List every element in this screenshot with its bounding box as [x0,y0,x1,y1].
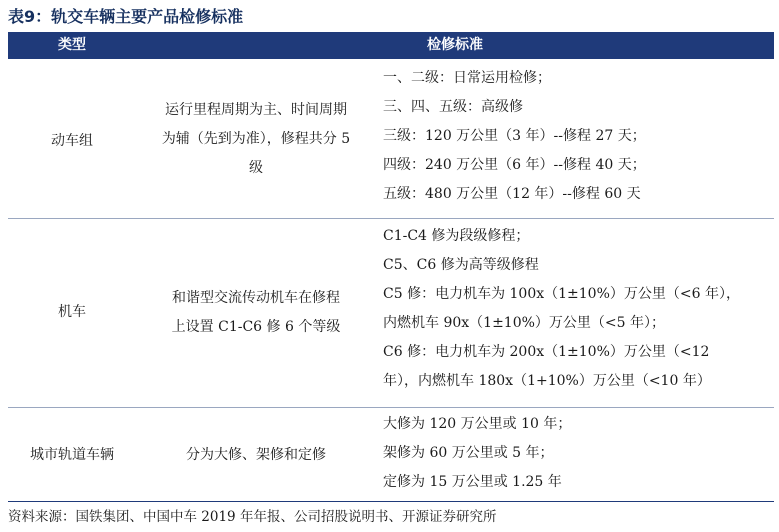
header-type: 类型 [58,37,86,53]
row-period-metro [136,441,376,470]
standard-line: 五级：480 万公里（12 年）--修程 60 天 [383,186,641,202]
row-period-emu [136,96,376,183]
standard-line: 内燃机车 90x（1±10%）万公里（<5 年）； [383,315,666,331]
table-bottom-border [8,501,774,502]
table-title: 表9：轨交车辆主要产品检修标准 [8,7,244,26]
standard-line: 四级：240 万公里（6 年）--修程 40 天； [383,157,646,173]
standard-line: C6 修：电力机车为 200x（1±10%）万公里（<12 [383,344,710,360]
header-standard: 检修标准 [427,37,483,53]
table-header [8,32,774,59]
standard-line: 年），内燃机车 180x（1+10%）万公里（<10 年） [383,373,711,389]
standard-line: 一、二级：日常运用检修； [383,70,551,86]
standard-line: 三级：120 万公里（3 年）--修程 27 天； [383,128,646,144]
standard-line: 架修为 60 万公里或 5 年； [383,445,554,461]
standard-line: 定修为 15 万公里或 1.25 年 [383,474,562,490]
standard-line: 大修为 120 万公里或 10 年； [383,416,572,432]
standard-line: C1-C4 修为段级修程； [383,228,530,244]
period-line: 分为大修、架修和定修 [186,447,326,463]
row-type-locomotive: 机车 [58,304,86,320]
period-line: 和谐型交流传动机车在修程 [172,290,340,306]
period-line: 为辅（先到为准），修程共分 5 [161,131,351,147]
row-standards-metro [383,410,775,497]
standard-line: C5 修：电力机车为 100x（1±10%）万公里（<6 年）， [383,286,740,302]
row-type-emu: 动车组 [51,133,93,149]
period-line: 级 [249,160,263,176]
standard-line: 三、四、五级：高级修 [383,99,523,115]
row-divider [8,218,774,219]
row-divider [8,407,774,408]
standard-line: C5、C6 修为高等级修程 [383,257,539,273]
row-standards-emu [383,64,775,209]
row-standards-locomotive [383,222,775,396]
period-line: 运行里程周期为主、时间周期 [165,102,347,118]
period-line: 上设置 C1-C6 修 6 个等级 [171,319,341,335]
row-type-metro: 城市轨道车辆 [30,447,114,463]
row-period-locomotive [136,284,376,342]
source-note: 资料来源：国铁集团、中国中车 2019 年年报、公司招股说明书、开源证券研究所 [8,509,497,525]
